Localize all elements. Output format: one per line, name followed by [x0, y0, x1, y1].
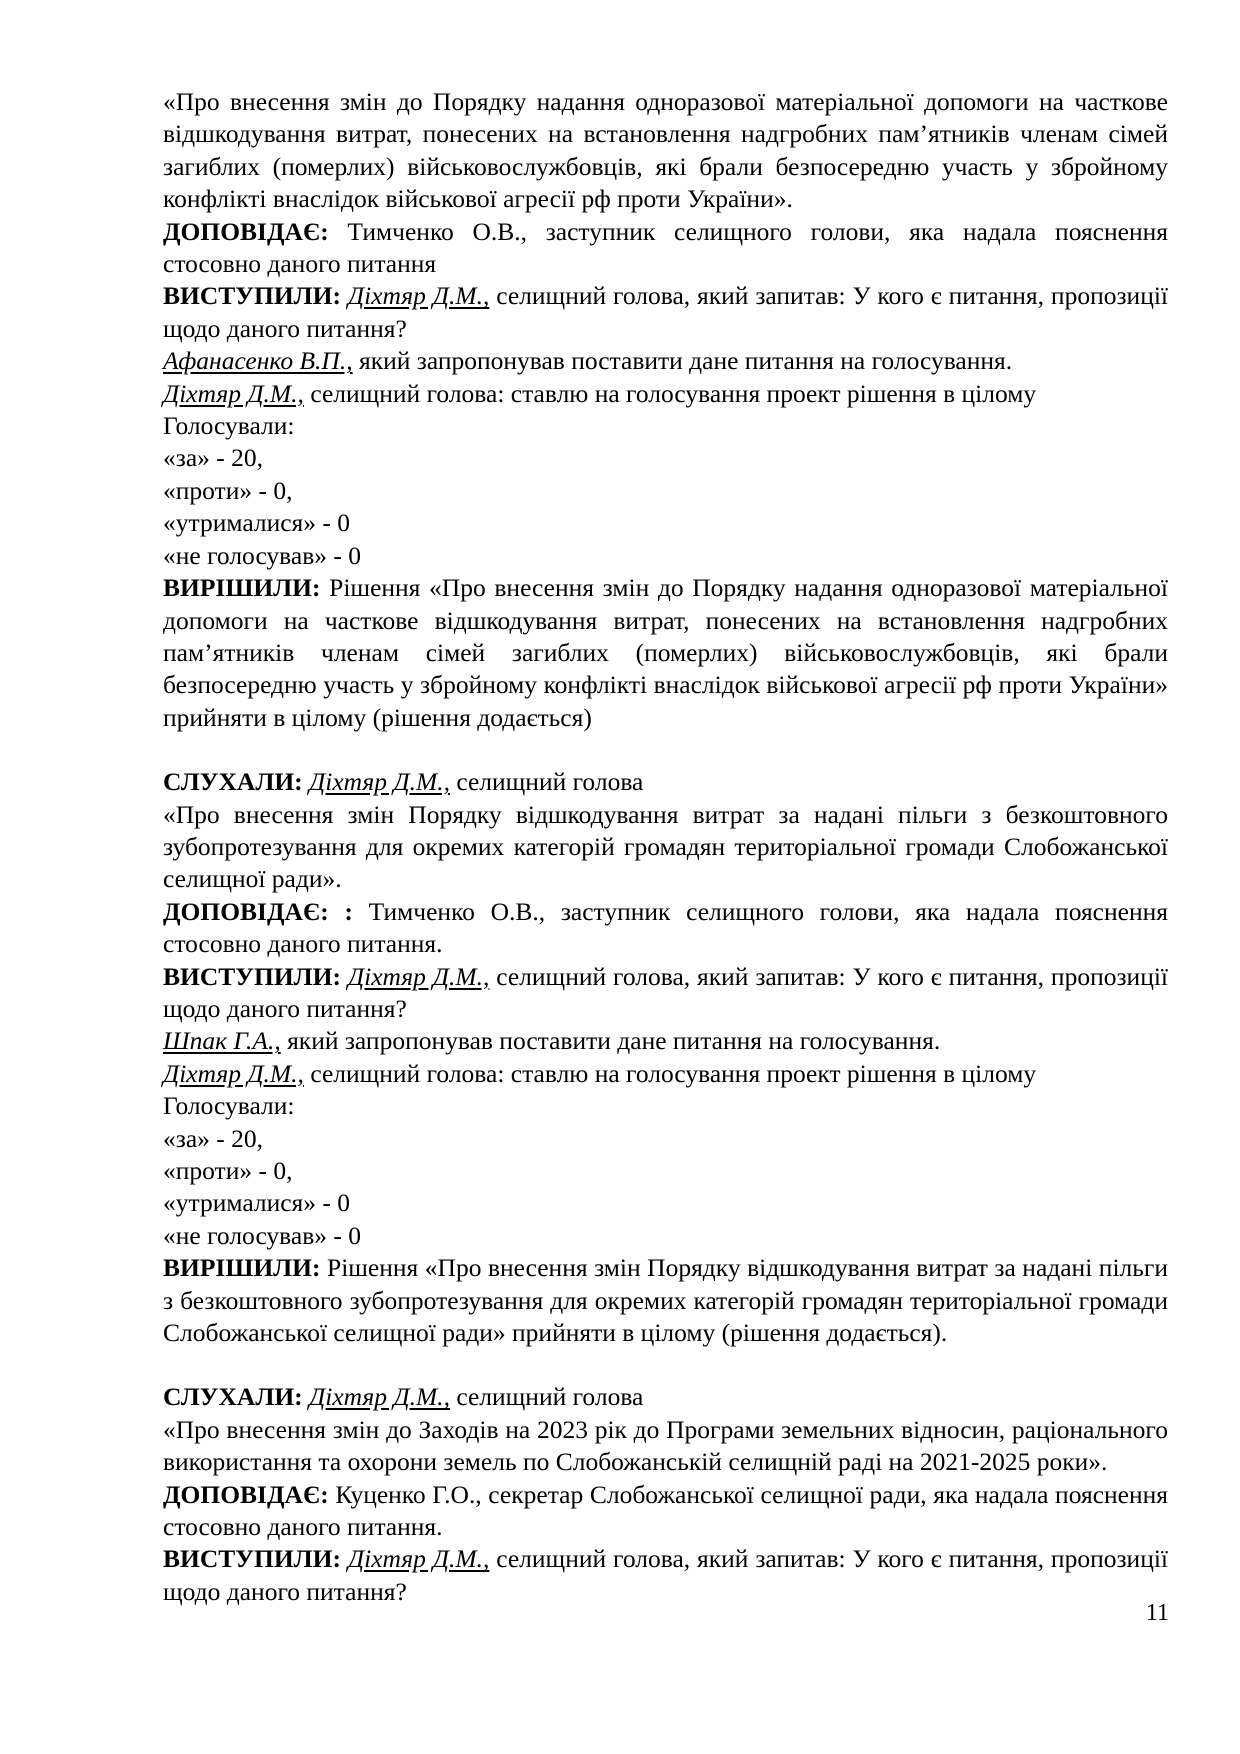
paragraph-text: «проти» - 0,: [163, 475, 293, 505]
speaker-paragraph: [163, 280, 1168, 345]
paragraph-text: Голосували:: [163, 411, 295, 441]
labeled-paragraph: [163, 896, 1168, 961]
paragraph-text: селищний голова: [449, 767, 644, 797]
paragraph-text: «проти» - 0,: [163, 1156, 293, 1185]
section-label: СЛУХАЛИ:: [163, 767, 303, 797]
person-name: Шпак Г.А.,: [163, 1026, 281, 1056]
section-label: ВИРІШИЛИ:: [163, 1253, 321, 1283]
plain-paragraph: [163, 507, 1168, 539]
plain-paragraph: [163, 1155, 1168, 1187]
paragraph-text: Голосували:: [163, 1091, 295, 1121]
section-label: ДОПОВІДАЄ:: [163, 1479, 329, 1509]
paragraph-text: селищний голова, який запитав: У кого є питання, пропозиції щодо даного питання?: [163, 281, 1169, 343]
paragraph-text: селищний голова, який запитав: У кого є питання, пропозиції щодо даного питання?: [163, 961, 1169, 1023]
plain-paragraph: [163, 1090, 1168, 1122]
plain-paragraph: [163, 1187, 1168, 1219]
section-gap: [163, 734, 1168, 766]
paragraph-text: «Про внесення змін до Заходів на 2023 рік до Програми земельних відносин, раціонального використання та охорони земель по Слобожанській селищній раді на 2021-2025 роки».: [163, 1414, 1168, 1477]
speaker-paragraph: [163, 1543, 1168, 1608]
plain-paragraph: [163, 1123, 1168, 1155]
paragraph-text: «не голосував» - 0: [163, 1220, 361, 1250]
speaker-paragraph: [163, 1381, 1168, 1413]
labeled-paragraph: [163, 1479, 1168, 1544]
person-name: Діхтяр Д.М.,: [347, 961, 490, 991]
person-name: Діхтяр Д.М.,: [347, 281, 490, 311]
section-label: ВИСТУПИЛИ:: [163, 961, 341, 991]
paragraph-text: «Про внесення змін Порядку відшкодування витрат за надані пільги з безкоштовного зубопротезування для окремих категорій громадян територіальної громади Слобожанської селищної ради».: [163, 799, 1168, 894]
section-label: ВИСТУПИЛИ:: [163, 281, 341, 311]
paragraph-text: «за» - 20,: [163, 443, 264, 473]
labeled-paragraph: [163, 572, 1168, 734]
labeled-paragraph: [163, 1252, 1168, 1349]
name-paragraph: [163, 378, 1168, 410]
paragraph-text: «за» - 20,: [163, 1123, 264, 1153]
speaker-paragraph: [163, 961, 1168, 1026]
speaker-paragraph: [163, 766, 1168, 798]
person-name: Діхтяр Д.М.,: [163, 1058, 304, 1088]
paragraph-text: селищний голова, який запитав: У кого є питання, пропозиції щодо даного питання?: [163, 1544, 1169, 1606]
paragraph-text: Тимченко О.В., заступник селищного голови, яка надала пояснення стосовно даного питання.: [163, 896, 1168, 959]
document-page: [163, 86, 1168, 1608]
person-name: Діхтяр Д.М.,: [309, 767, 450, 797]
paragraph-text: «не голосував» - 0: [163, 540, 361, 570]
section-label: ДОПОВІДАЄ: :: [163, 896, 353, 926]
paragraph-text: «утрималися» - 0: [163, 1188, 351, 1218]
plain-paragraph: [163, 540, 1168, 572]
section-label: ВИСТУПИЛИ:: [163, 1544, 341, 1574]
title-paragraph: [163, 86, 1168, 216]
section-label: ДОПОВІДАЄ:: [163, 216, 329, 246]
person-name: Афанасенко В.П.,: [163, 346, 353, 376]
plain-paragraph: [163, 1220, 1168, 1252]
section-label: СЛУХАЛИ:: [163, 1382, 303, 1412]
paragraph-text: Тимченко О.В., заступник селищного голови, яка надала пояснення стосовно даного питання: [163, 216, 1168, 279]
paragraph-text: який запропонував поставити дане питання на голосування.: [352, 346, 1013, 376]
paragraph-text: який запропонував поставити дане питання на голосування.: [280, 1026, 941, 1056]
plain-paragraph: [163, 442, 1168, 474]
plain-paragraph: [163, 475, 1168, 507]
person-name: Діхтяр Д.М.,: [163, 378, 304, 408]
labeled-paragraph: [163, 216, 1168, 281]
person-name: Діхтяр Д.М.,: [347, 1544, 490, 1574]
title-paragraph: [163, 1414, 1168, 1479]
paragraph-text: селищний голова: [449, 1382, 644, 1412]
paragraph-text: Рішення «Про внесення змін Порядку відшкодування витрат за надані пільги з безкоштовного зубопротезування для окремих категорій громадян територіальної громади Слобожанської селищної ради» прийняти в цілому (рішення додається).: [163, 1253, 1168, 1348]
paragraph-text: селищний голова: ставлю на голосування проект рішення в цілому: [303, 378, 1037, 408]
name-paragraph: [163, 1025, 1168, 1057]
page-number: 11: [1145, 1600, 1169, 1626]
section-label: ВИРІШИЛИ:: [163, 573, 321, 603]
name-paragraph: [163, 1058, 1168, 1090]
paragraph-text: селищний голова: ставлю на голосування проект рішення в цілому: [303, 1058, 1037, 1088]
person-name: Діхтяр Д.М.,: [309, 1382, 450, 1412]
paragraph-text: «утрималися» - 0: [163, 508, 351, 538]
paragraph-text: Рішення «Про внесення змін до Порядку надання одноразової матеріальної допомоги на часткове відшкодування витрат, понесених на встановлення надгробних пам’ятників членам сімей загиблих (померлих) військовослужбовців, які брали безпосередню участь у збройному конфлікті внаслідок військової агресії рф проти України» прийняти в цілому (рішення додається): [163, 573, 1168, 732]
title-paragraph: [163, 799, 1168, 896]
section-gap: [163, 1349, 1168, 1381]
paragraph-text: Куценко Г.О., секретар Слобожанської селищної ради, яка надала пояснення стосовно даного питання.: [163, 1479, 1168, 1542]
name-paragraph: [163, 345, 1168, 377]
paragraph-text: «Про внесення змін до Порядку надання одноразової матеріальної допомоги на часткове відшкодування витрат, понесених на встановлення надгробних пам’ятників членам сімей загиблих (померлих) військовослужбовців, які брали безпосередню участь у збройному конфлікті внаслідок військової агресії рф проти України».: [163, 87, 1168, 214]
plain-paragraph: [163, 410, 1168, 442]
